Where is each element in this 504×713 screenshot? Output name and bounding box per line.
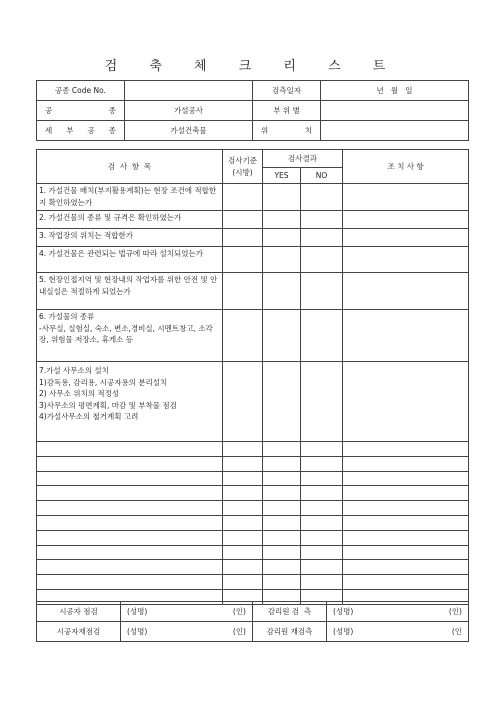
table-row [37, 530, 469, 545]
yes-column-header: YES [263, 168, 301, 184]
table-row [37, 560, 469, 575]
contractor-check-label: 시공자 점검 [37, 602, 121, 622]
code-label: 공종 Code No. [37, 81, 125, 101]
contractor-recheck-name-field: (성명) [127, 626, 148, 636]
table-row [37, 362, 469, 442]
standard-header-subtext: (시방) [232, 167, 253, 177]
contractor-recheck-signature [121, 622, 253, 642]
standard-header-text: 검사기준 [228, 156, 257, 165]
checklist-item-5: 5. 현장인접지역 및 현장내의 작업자를 위한 안전 및 안내실설은 적절하게 되었는가 [37, 273, 223, 310]
detail-work-label: 세 부 공 종 [37, 121, 125, 141]
contractor-recheck-label: 시공자재점검 [37, 622, 121, 642]
table-row [37, 515, 469, 530]
header-row-detail [37, 121, 469, 141]
header-info-table [36, 80, 469, 141]
table-row [37, 184, 469, 211]
inspection-date-label: 검측일자 [253, 81, 321, 101]
work-type-value: 가설공사 [125, 101, 253, 121]
location-part-label: 부 위 별 [253, 101, 321, 121]
signature-table [36, 601, 469, 642]
supervisor-reinspect-label: 감리원 재검측 [253, 622, 327, 642]
table-row [37, 545, 469, 560]
table-row [37, 471, 469, 486]
action-column-header: 조 치 사 항 [343, 150, 469, 184]
supervisor-reinspect-name-field: (성명) [333, 626, 354, 636]
checklist-item-1: 1. 가설건물 배치(부지활용계획)는 현장 조건에 적합한지 확인하였는가 [37, 184, 223, 211]
supervisor-inspect-label: 감리원 검 측 [253, 602, 327, 622]
checklist-item-3: 3. 작업장의 위치는 적합한가 [37, 229, 223, 247]
checklist-item-2: 2. 가설건물의 종류 및 규격은 확인하였는가 [37, 211, 223, 229]
standard-column-header [223, 150, 263, 184]
items-column-header: 검 사 항 목 [37, 150, 223, 184]
table-row [37, 229, 469, 247]
inspection-date-value: 년 월 일 [321, 81, 469, 101]
header-row-code [37, 81, 469, 101]
checklist-header-row-1 [37, 150, 469, 168]
position-label: 위 치 [253, 121, 321, 141]
code-value [125, 81, 253, 101]
checklist-item-6: 6. 가설물의 종류 -사무실, 실험실, 숙소, 변소,경비실, 시멘트창고, 소각장, 위험물 저장소, 휴게소 등 [37, 310, 223, 362]
table-row [37, 442, 469, 457]
position-value [321, 121, 469, 141]
supervisor-seal-field: (인) [448, 606, 462, 616]
contractor-check-signature [121, 602, 253, 622]
contractor-name-field: (성명) [127, 606, 148, 616]
detail-work-value: 가설건축물 [125, 121, 253, 141]
header-row-work [37, 101, 469, 121]
supervisor-inspect-signature [327, 602, 469, 622]
table-row [37, 575, 469, 590]
table-row [37, 486, 469, 501]
document-title: 검 축 체 크 리 스 트 [104, 59, 400, 74]
supervisor-name-field: (성명) [333, 606, 354, 616]
contractor-seal-field: (인) [232, 606, 246, 616]
table-row [37, 211, 469, 229]
table-row [37, 456, 469, 471]
signature-row-2 [37, 622, 469, 642]
table-row [37, 247, 469, 273]
checklist-table [36, 149, 469, 605]
no-column-header: NO [301, 168, 343, 184]
supervisor-reinspect-seal-field: (인 [451, 626, 462, 636]
checklist-item-7: 7.가설 사무소의 설치 1)감독용, 감리용, 시공자용의 분리설치 2) 사무소 위치의 적정성 3)사무소의 평면계획, 마감 및 부착물 점검 4)가설사무소의 철거계획 고려 [37, 362, 223, 442]
contractor-recheck-seal-field: (인) [232, 626, 246, 636]
result-column-header: 검사결과 [263, 150, 343, 168]
table-row [37, 273, 469, 310]
checklist-item-4: 4. 가설건물은 관련되는 법규에 따라 설치되었는가 [37, 247, 223, 273]
signature-row-1 [37, 602, 469, 622]
work-type-label: 공 종 [37, 101, 125, 121]
table-row [37, 501, 469, 516]
supervisor-reinspect-signature [327, 622, 469, 642]
table-row [37, 310, 469, 362]
location-part-value [321, 101, 469, 121]
